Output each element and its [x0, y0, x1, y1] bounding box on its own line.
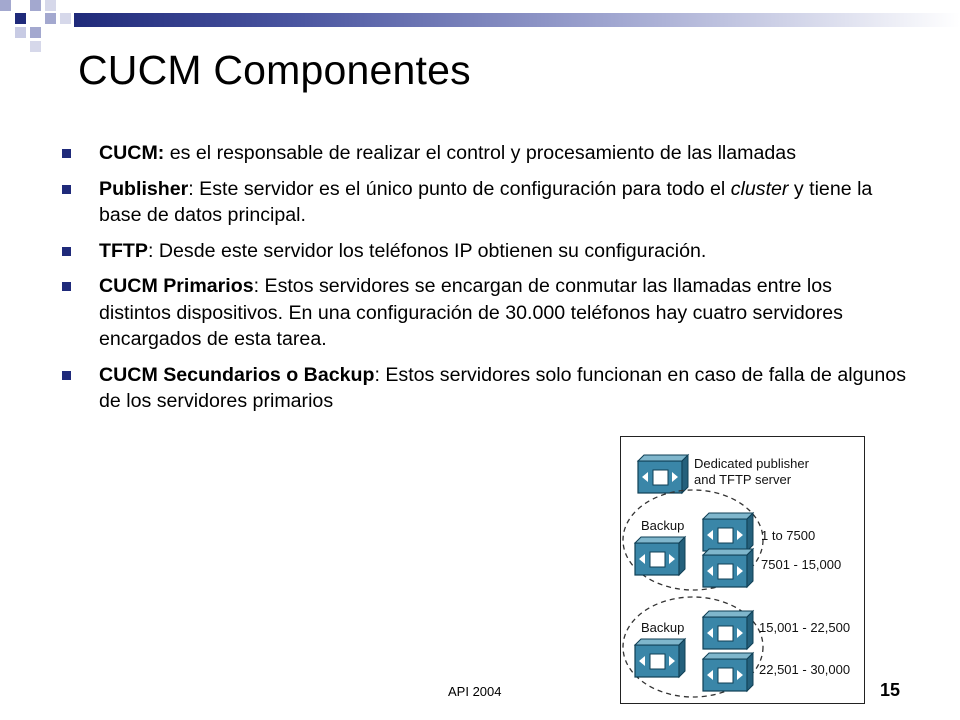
bullet-text: es el responsable de realizar el control y procesamiento de las llamadas — [164, 142, 796, 164]
group1-range-b: 7501 - 15,000 — [761, 557, 842, 572]
bullet-item-primarios — [62, 273, 897, 353]
primary-server-3-icon — [703, 611, 753, 649]
bullet-text: : Estos servidores se encargan de conmutar las llamadas entre los distintos dispositivos. En una configuración de 30.000 teléfonos hay cuatro servidores encargados de esta tarea. — [99, 275, 843, 350]
header-gradient-bar — [74, 13, 960, 27]
square-bullet-icon — [62, 282, 71, 291]
group1-range-a: 1 to 7500 — [761, 528, 816, 543]
square-bullet-icon — [62, 185, 71, 194]
bullet-term: CUCM: — [99, 142, 165, 164]
group2-backup-label: Backup — [641, 620, 685, 635]
primary-server-2-icon — [703, 549, 753, 587]
publisher-label-line-1: Dedicated publisher — [694, 456, 809, 471]
bullet-text: : Este servidor es el único punto de configuración para todo el — [188, 177, 731, 200]
bullet-term: TFTP — [99, 239, 148, 262]
primary-server-4-icon — [703, 653, 753, 691]
group1-backup-label: Backup — [641, 518, 685, 533]
bullet-item-publisher — [62, 176, 897, 229]
bullet-italic-term: cluster — [730, 177, 789, 200]
bullet-text: y tiene la base de datos principal. — [99, 177, 873, 226]
deco-square-4 — [30, 27, 41, 38]
bullet-list — [62, 140, 906, 424]
bullet-text: : Desde este servidor los teléfonos IP obtienen su configuración. — [147, 239, 707, 262]
bullet-item-tftp — [62, 238, 897, 265]
primary-server-1-icon — [703, 513, 753, 551]
page-number: 15 — [880, 680, 901, 700]
bullet-item-secundarios — [62, 362, 914, 415]
backup-server-1-icon — [635, 537, 685, 575]
bullet-term: Publisher — [99, 177, 189, 200]
square-bullet-icon — [62, 247, 71, 256]
footer-text: API 2004 — [448, 684, 502, 699]
group2-range-b: 22,501 - 30,000 — [759, 662, 851, 677]
backup-server-2-icon — [635, 639, 685, 677]
cluster-diagram — [620, 436, 865, 704]
deco-square-5 — [45, 13, 56, 24]
publisher-label-line-2: and TFTP server — [694, 472, 792, 487]
deco-square-3 — [30, 0, 41, 11]
slide-title: CUCM Componentes — [78, 47, 471, 93]
deco-square-2 — [15, 13, 26, 24]
bullet-item-cucm — [62, 140, 897, 167]
bullet-term: CUCM Secundarios o Backup — [99, 363, 375, 386]
deco-square-7 — [45, 0, 56, 11]
square-bullet-icon — [62, 149, 71, 158]
square-bullet-icon — [62, 371, 71, 380]
deco-square-6 — [15, 27, 26, 38]
deco-square-9 — [30, 41, 41, 52]
bullet-term: CUCM Primarios — [99, 275, 254, 297]
deco-square-8 — [60, 13, 71, 24]
group2-range-a: 15,001 - 22,500 — [759, 620, 851, 635]
deco-square-1 — [0, 0, 11, 11]
publisher-server-icon — [638, 455, 688, 493]
bullet-text: : Estos servidores solo funcionan en caso de falla de algunos de los servidores primarios — [99, 363, 906, 412]
